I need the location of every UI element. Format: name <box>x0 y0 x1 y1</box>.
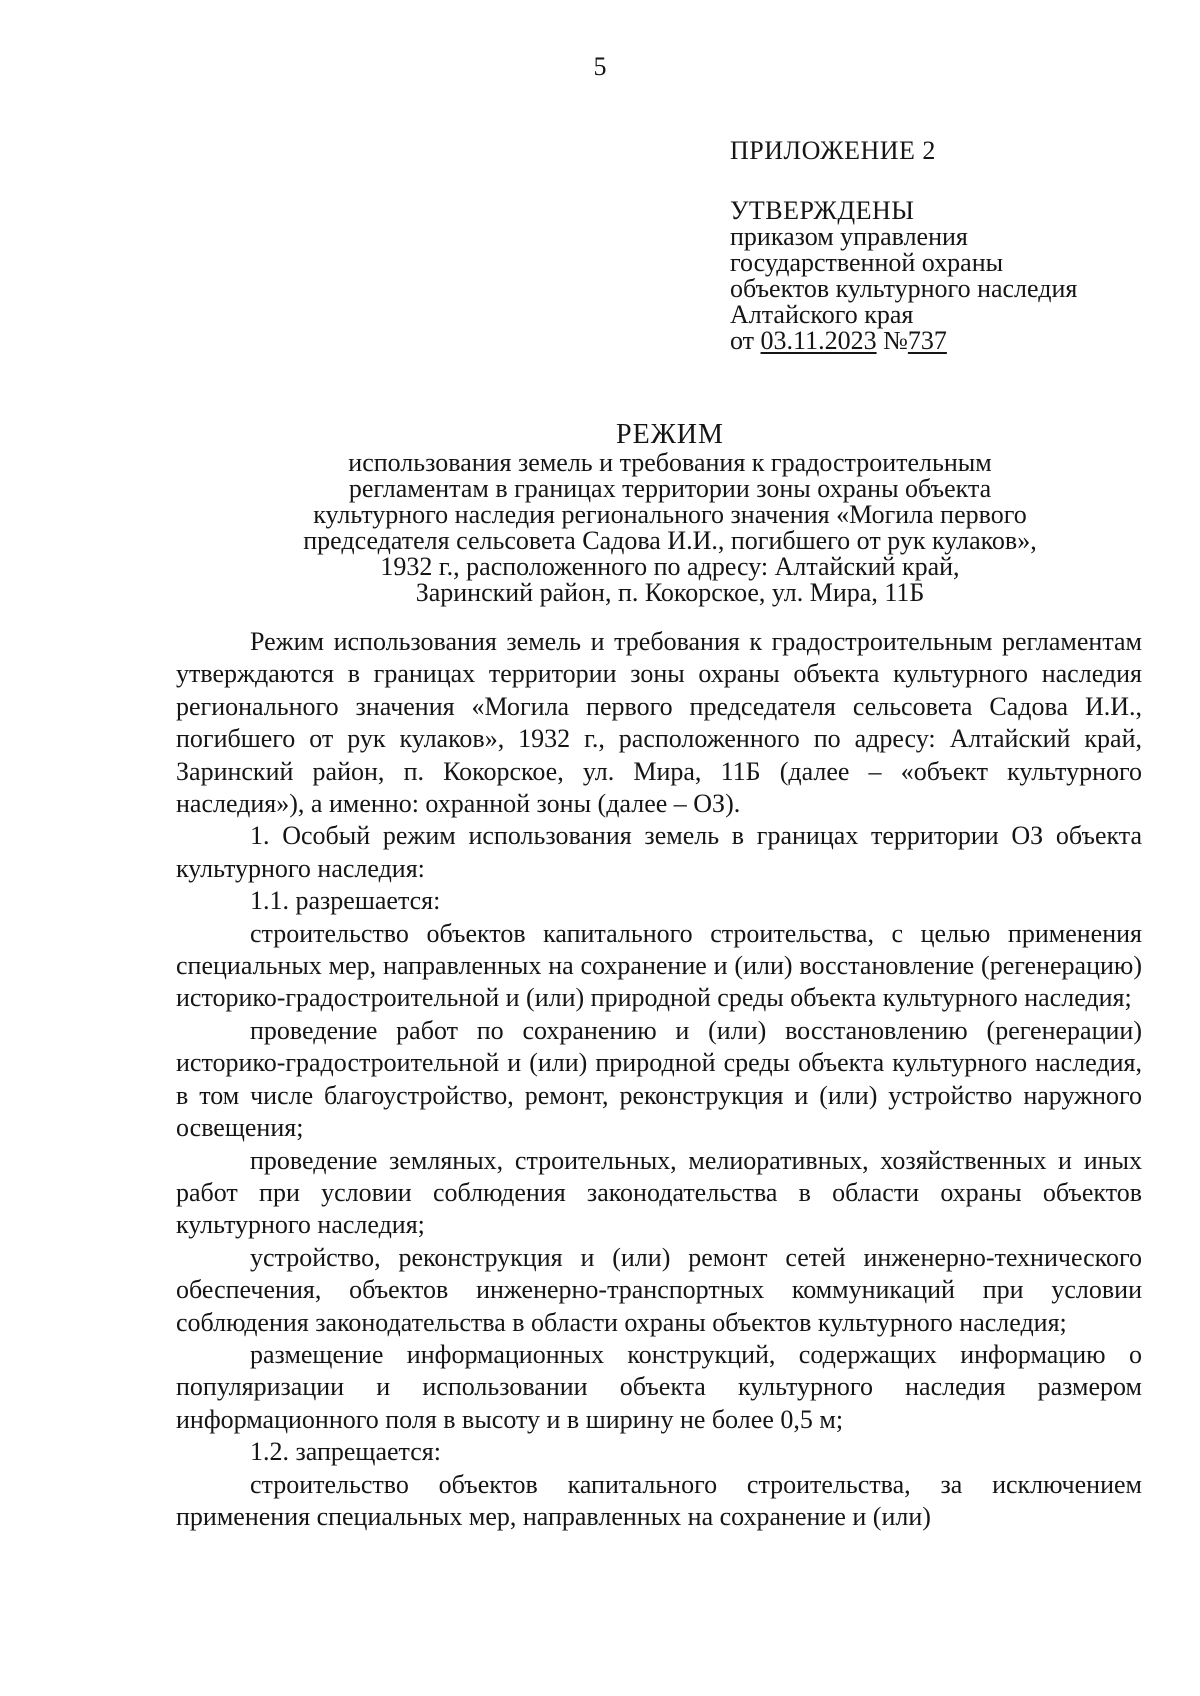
appendix-label: ПРИЛОЖЕНИЕ 2 <box>730 136 936 165</box>
paragraph: размещение информационных конструкций, содержащих информацию о популяризации и использовании объекта культурного наследия размером информационного поля в высоту и в ширину не более 0,5 м; <box>176 1339 1142 1434</box>
paragraph: проведение земляных, строительных, мелиоративных, хозяйственных и иных работ при условии соблюдения законодательства в области охраны объектов культурного наследия; <box>176 1145 1142 1240</box>
approval-stamp-block <box>730 138 1170 354</box>
date-prefix: от <box>730 326 755 355</box>
approval-line: объектов культурного наследия <box>730 274 1078 303</box>
title-line: регламентам в границах территории зоны охраны объекта <box>348 474 992 503</box>
paragraph: 1. Особый режим использования земель в границах территории ОЗ объекта культурного наследия: <box>176 821 1142 883</box>
document-title <box>180 420 1160 606</box>
approval-line: государственной охраны <box>730 248 1004 277</box>
approval-line: Алтайского края <box>730 300 914 329</box>
order-date-number <box>730 328 1170 354</box>
title-line: использования земель и требования к градостроительным <box>348 448 992 477</box>
approval-line: приказом управления <box>730 222 968 251</box>
title-line: председателя сельсовета Садова И.И., погибшего от рук кулаков», <box>303 526 1037 555</box>
title-line: культурного наследия регионального значения «Могила первого <box>313 500 1027 529</box>
paragraph: 1.1. разрешается: <box>250 886 441 916</box>
paragraph: 1.2. запрещается: <box>250 1437 441 1467</box>
title-line: 1932 г., расположенного по адресу: Алтайский край, <box>380 552 960 581</box>
number-prefix: № <box>883 326 908 355</box>
order-date: 03.11.2023 <box>760 326 877 355</box>
paragraph: проведение работ по сохранению и (или) восстановлению (регенерации) историко-градостроительной и (или) природной среды объекта культурного наследия, в том числе благоустройство, ремонт, реконструкция и (или) устройство наружного освещения; <box>176 1015 1142 1143</box>
order-number: 737 <box>907 326 947 355</box>
approved-label: УТВЕРЖДЕНЫ <box>730 196 915 225</box>
paragraph: Режим использования земель и требования к градостроительным регламентам утверждаются в границах территории зоны охраны объекта культурного наследия регионального значения «Могила первого председателя сельсовета Садова И.И., погибшего от рук кулаков», 1932 г., расположенного по адресу: Алтайский край, Заринский район, п. Кокорское, ул. Мира, 11Б (далее – «объект культурного наследия»), а именно: охранной зоны (далее – ОЗ). <box>176 627 1142 819</box>
title-heading: РЕЖИМ <box>616 419 724 450</box>
document-body <box>176 626 1142 1533</box>
title-line: Заринский район, п. Кокорское, ул. Мира, 11Б <box>415 578 925 607</box>
page-number: 5 <box>593 52 607 81</box>
paragraph: строительство объектов капитального строительства, с целью применения специальных мер, направленных на сохранение и (или) восстановление (регенерацию) историко-градостроительной и (или) природной среды объекта культурного наследия; <box>176 918 1142 1013</box>
paragraph: строительство объектов капитального строительства, за исключением применения специальных мер, направленных на сохранение и (или) <box>176 1469 1142 1531</box>
paragraph: устройство, реконструкция и (или) ремонт сетей инженерно-технического обеспечения, объектов инженерно-транспортных коммуникаций при условии соблюдения законодательства в области охраны объектов культурного наследия; <box>176 1242 1142 1337</box>
